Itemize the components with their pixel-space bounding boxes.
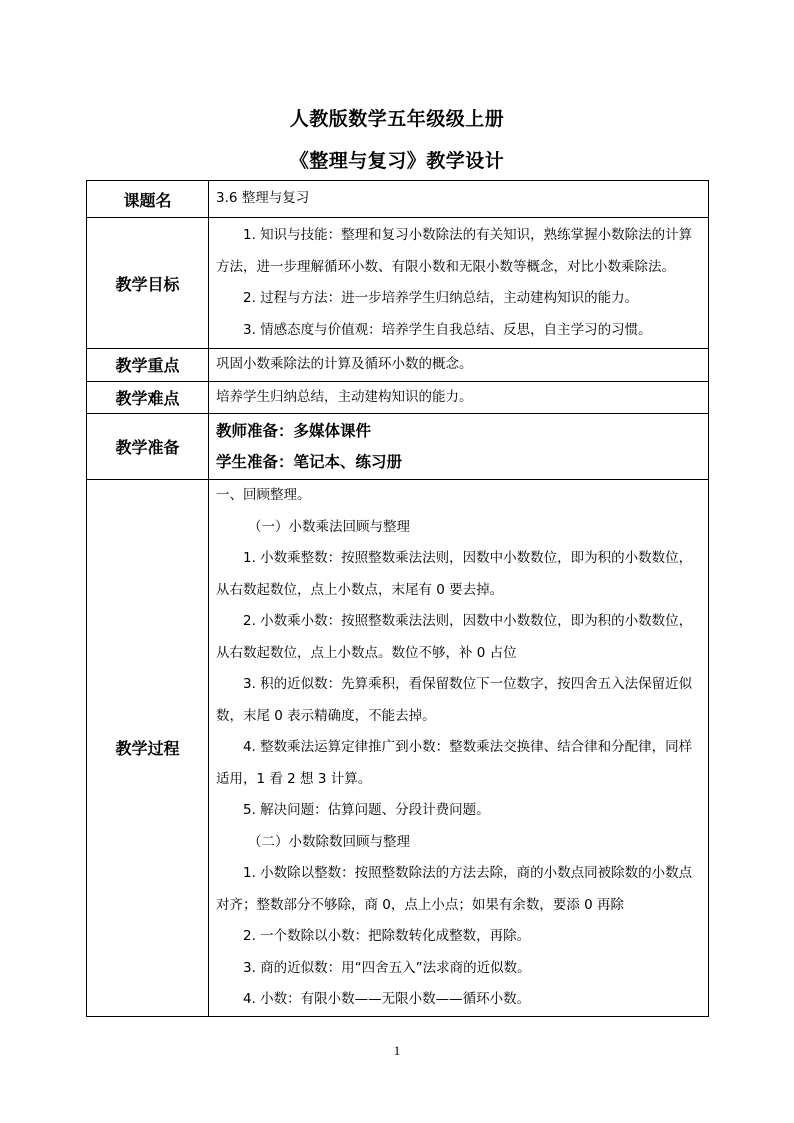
objective-item: 1. 知识与技能：整理和复习小数除法的有关知识，熟练掌握小数除法的计算方法，进一步理解循环小数、有限小数和无限小数等概念，对比小数乘除法。 <box>216 227 693 275</box>
difficulties-label: 教学难点 <box>87 381 209 414</box>
student-preparation: 学生准备：笔记本、练习册 <box>216 452 403 471</box>
key-points-label: 教学重点 <box>87 349 209 382</box>
difficulties-value: 培养学生归纳总结，主动建构知识的能力。 <box>209 381 709 414</box>
row-difficulties <box>87 381 709 414</box>
topic-label: 课题名 <box>87 181 209 218</box>
row-process <box>87 480 709 1017</box>
objectives-content <box>209 218 709 349</box>
row-preparation <box>87 414 709 480</box>
process-item: 1. 小数除以整数：按照整数除法的方法去除，商的小数点同被除数的小数点对齐；整数部分不够除，商 0，点上小点；如果有余数，要添 0 再除 <box>216 865 693 913</box>
process-label: 教学过程 <box>87 480 209 1017</box>
process-item: 4. 小数：有限小数——无限小数——循环小数。 <box>243 991 531 1007</box>
process-item: 3. 积的近似数：先算乘积，看保留数位下一位数字，按四舍五入法保留近似数，末尾 0 表示精确度，不能去掉。 <box>216 676 693 724</box>
row-objectives <box>87 218 709 349</box>
subsection-heading: （二）小数除数回顾与整理 <box>248 833 410 850</box>
process-item: 5. 解决问题：估算问题、分段计费问题。 <box>243 802 490 818</box>
preparation-content <box>209 414 709 480</box>
process-item: 1. 小数乘整数：按照整数乘法法则，因数中小数数位，即为积的小数数位，从右数起数位，点上小数点，末尾有 0 要去掉。 <box>216 550 693 598</box>
objective-item: 2. 过程与方法：进一步培养学生归纳总结，主动建构知识的能力。 <box>243 290 639 306</box>
document-subtitle: 《整理与复习》教学设计 <box>289 150 505 172</box>
process-item: 4. 整数乘法运算定律推广到小数：整数乘法交换律、结合律和分配律，同样适用，1 看 2 想 3 计算。 <box>216 739 693 787</box>
row-topic <box>87 181 709 218</box>
document-title: 人教版数学五年级级上册 <box>289 108 505 130</box>
process-item: 2. 小数乘小数：按照整数乘法法则，因数中小数数位，即为积的小数数位，从右数起数位，点上小数点。数位不够，补 0 占位 <box>216 613 693 661</box>
preparation-label: 教学准备 <box>87 414 209 480</box>
process-content <box>209 480 709 1017</box>
page-number: 1 <box>393 1043 401 1058</box>
process-item: 3. 商的近似数：用“四舍五入”法求商的近似数。 <box>243 959 531 976</box>
row-key-points <box>87 349 709 382</box>
section-heading: 一、回顾整理。 <box>216 487 311 503</box>
objective-item: 3. 情感态度与价值观：培养学生自我总结、反思，自主学习的习惯。 <box>243 321 652 338</box>
process-item: 2. 一个数除以小数：把除数转化成整数，再除。 <box>243 928 531 944</box>
subsection-heading: （一）小数乘法回顾与整理 <box>248 518 410 535</box>
objectives-label: 教学目标 <box>87 218 209 349</box>
lesson-plan-table <box>86 180 709 1017</box>
topic-value: 3.6 整理与复习 <box>209 181 709 218</box>
teacher-preparation: 教师准备：多媒体课件 <box>216 421 372 440</box>
key-points-value: 巩固小数乘除法的计算及循环小数的概念。 <box>209 349 709 382</box>
